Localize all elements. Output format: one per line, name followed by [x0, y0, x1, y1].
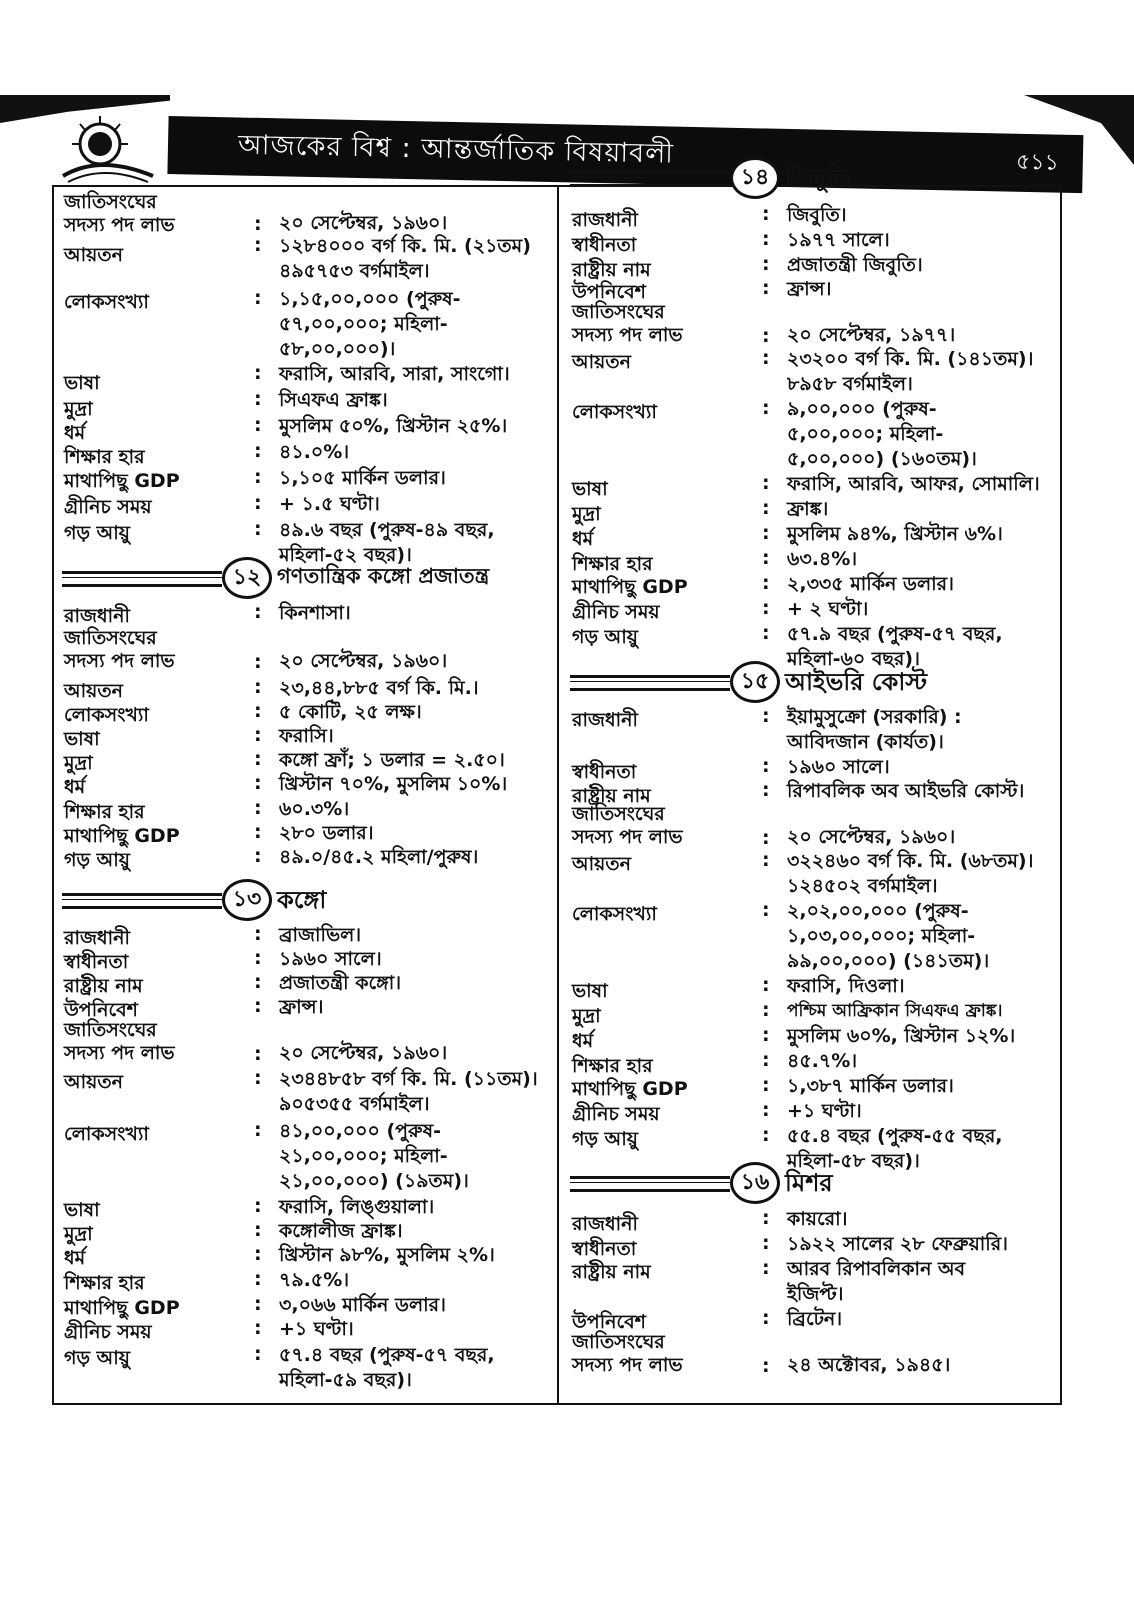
colon: :: [254, 995, 262, 1017]
field-label: মুদ্রা: [64, 398, 93, 420]
field-label: লোকসংখ্যা: [64, 1123, 149, 1145]
field-value: ৪১.০%।: [279, 441, 350, 463]
field-value: +১ ঘণ্টা।: [279, 1318, 354, 1340]
field-label: গ্রীনিচ সময়: [572, 601, 660, 623]
section-title: মিশর: [785, 1169, 833, 1197]
field-value: খ্রিস্টান ৯৮%, মুসলিম ২%।: [279, 1244, 495, 1266]
field-label: গড় আয়ু: [64, 849, 130, 871]
rule-lines: [570, 1176, 730, 1192]
colon: :: [762, 253, 770, 275]
colon: :: [254, 234, 262, 256]
field-value: ফ্রান্স।: [279, 996, 324, 1018]
field-value: ফ্রাঙ্ক।: [787, 498, 829, 520]
colon: :: [762, 705, 770, 727]
field-value: ১,১৫,০০,০০০ (পুরুষ- ৫৭,০০,০০০; মহিলা- ৫৮,০০,০০০)।: [279, 288, 461, 360]
field-value: ৪৯.০/৪৫.২ মহিলা/পুরুষ।: [279, 846, 479, 868]
field-label: জাতিসংঘের সদস্য পদ লাভ: [572, 1331, 683, 1376]
colon: :: [254, 1317, 262, 1339]
content-frame: [52, 164, 1062, 1405]
colon: :: [254, 748, 262, 770]
colon: :: [762, 572, 770, 594]
section-title: আইভরি কোস্ট: [785, 668, 928, 696]
field-label: গড় আয়ু: [572, 1128, 638, 1150]
field-label: জাতিসংঘের সদস্য পদ লাভ: [572, 803, 683, 848]
field-label: উপনিবেশ: [64, 999, 138, 1021]
colon: :: [254, 1268, 262, 1290]
field-label: লোকসংখ্যা: [64, 291, 149, 313]
colon: :: [254, 213, 262, 235]
field-value: ব্রিটেন।: [787, 1308, 843, 1330]
colon: :: [254, 1293, 262, 1315]
field-label: মুদ্রা: [572, 503, 601, 525]
rule-lines: [570, 675, 730, 691]
colon: :: [762, 203, 770, 225]
field-label: জাতিসংঘের সদস্য পদ লাভ: [64, 1019, 175, 1064]
section-header-12: [62, 557, 552, 597]
colon: :: [254, 1219, 262, 1241]
colon: :: [762, 228, 770, 250]
field-label: মুদ্রা: [64, 752, 93, 774]
rule-lines: [62, 893, 222, 909]
section-number: ১৫: [730, 661, 780, 703]
field-value: +১ ঘণ্টা।: [787, 1100, 862, 1122]
colon: :: [762, 397, 770, 419]
section-number: ১২: [222, 557, 272, 599]
field-label: উপনিবেশ: [572, 1311, 646, 1333]
field-value: ১২৮৪০০০ বর্গ কি. মি. (২১তম) ৪৯৫৭৫৩ বর্গমাইল।: [279, 235, 531, 282]
column-divider: [557, 187, 559, 1403]
field-value: ১৯৬০ সালে।: [279, 948, 382, 970]
colon: :: [254, 414, 262, 436]
colon: :: [254, 797, 262, 819]
section-header-13: [62, 879, 552, 919]
field-value: ২০ সেপ্টেম্বর, ১৯৬০।: [279, 212, 448, 234]
colon: :: [762, 827, 770, 849]
field-label: শিক্ষার হার: [572, 1055, 653, 1077]
field-value: ফরাসি।: [279, 725, 334, 747]
field-label: রাষ্ট্রীয় নাম: [572, 259, 651, 281]
emblem-icon: [58, 114, 158, 184]
field-label: স্বাধীনতা: [572, 234, 637, 256]
colon: :: [762, 1307, 770, 1329]
field-value: পশ্চিম আফ্রিকান সিএফএ ফ্রাঙ্ক।: [787, 1001, 1003, 1021]
colon: :: [762, 522, 770, 544]
colon: :: [762, 849, 770, 871]
field-value: মুসলিম ৬০%, খ্রিস্টান ১২%।: [787, 1025, 1016, 1047]
field-value: খ্রিস্টান ৭০%, মুসলিম ১০%।: [279, 773, 508, 795]
field-value: + ২ ঘণ্টা।: [787, 598, 869, 620]
colon: :: [762, 974, 770, 996]
field-label: ধর্ম: [64, 776, 86, 798]
colon: :: [254, 700, 262, 722]
colon: :: [762, 1099, 770, 1121]
field-label: রাজধানী: [64, 927, 130, 949]
field-value: মুসলিম ৫০%, খ্রিস্টান ২৫%।: [279, 415, 508, 437]
colon: :: [254, 287, 262, 309]
rule-lines: [570, 171, 730, 187]
colon: :: [762, 497, 770, 519]
colon: :: [762, 472, 770, 494]
field-value: ৩২২৪৬০ বর্গ কি. মি. (৬৮তম)। ১২৪৫০২ বর্গমাইল।: [787, 850, 1034, 897]
field-value: কঙ্গোলীজ ফ্রাঙ্ক।: [279, 1220, 403, 1242]
field-label: মাথাপিছু GDP: [64, 1297, 180, 1319]
field-label: জাতিসংঘের সদস্য পদ লাভ: [64, 627, 175, 672]
field-value: + ১.৫ ঘণ্টা।: [279, 493, 380, 515]
field-label: ধর্ম: [572, 1030, 594, 1052]
colon: :: [254, 362, 262, 384]
field-label: মাথাপিছু GDP: [64, 825, 180, 847]
field-label: আয়তন: [64, 1071, 123, 1093]
field-label: রাষ্ট্রীয় নাম: [572, 785, 651, 807]
field-value: ৩,০৬৬ মার্কিন ডলার।: [279, 1294, 446, 1316]
colon: :: [254, 466, 262, 488]
section-header-15: [570, 661, 1050, 701]
colon: :: [254, 651, 262, 673]
field-label: রাষ্ট্রীয় নাম: [572, 1261, 651, 1283]
field-label: স্বাধীনতা: [572, 761, 637, 783]
field-label: রাষ্ট্রীয় নাম: [64, 975, 143, 997]
colon: :: [762, 1074, 770, 1096]
field-value: ফরাসি, লিঙ্গুয়ালা।: [279, 1196, 435, 1218]
field-value: ইয়ামুসুক্রো (সরকারি) : আবিদজান (কার্যত)।: [787, 706, 962, 753]
field-label: ভাষা: [64, 728, 100, 750]
section-number: ১৪: [730, 157, 780, 199]
field-label: জাতিসংঘের সদস্য পদ লাভ: [64, 191, 175, 236]
field-value: ১৯৭৭ সালে।: [787, 229, 890, 251]
rule-lines: [62, 571, 222, 587]
field-value: কিনশাসা।: [279, 602, 351, 624]
field-value: ফরাসি, আরবি, সারা, সাংগো।: [279, 363, 510, 385]
field-value: ৬০.৩%।: [279, 798, 350, 820]
field-value: কায়রো।: [787, 1208, 848, 1230]
field-label: ধর্ম: [572, 528, 594, 550]
field-label: জাতিসংঘের সদস্য পদ লাভ: [572, 301, 683, 346]
colon: :: [762, 779, 770, 801]
field-label: লোকসংখ্যা: [572, 401, 657, 423]
field-value: ফ্রান্স।: [787, 278, 832, 300]
field-value: ফরাসি, আরবি, আফর, সোমালি।: [787, 473, 1040, 495]
field-value: ১,১০৫ মার্কিন ডলার।: [279, 467, 446, 489]
field-label: শিক্ষার হার: [572, 553, 653, 575]
field-value: ৫৭.৪ বছর (পুরুষ-৫৭ বছর, মহিলা-৫৯ বছর)।: [279, 1344, 495, 1391]
section-title: কঙ্গো: [277, 886, 327, 914]
field-label: ভাষা: [572, 478, 608, 500]
colon: :: [762, 999, 770, 1021]
colon: :: [762, 1355, 770, 1377]
field-value: ২,৩৩৫ মার্কিন ডলার।: [787, 573, 954, 595]
colon: :: [762, 597, 770, 619]
field-label: গড় আয়ু: [64, 1347, 130, 1369]
field-value: ১৯৬০ সালে।: [787, 756, 890, 778]
field-value: আরব রিপাবলিকান অব ইজিপ্ট।: [787, 1258, 966, 1305]
colon: :: [762, 899, 770, 921]
colon: :: [762, 1232, 770, 1254]
colon: :: [762, 325, 770, 347]
field-label: ধর্ম: [64, 422, 86, 444]
colon: :: [254, 724, 262, 746]
colon: :: [762, 1049, 770, 1071]
section-header-16: [570, 1162, 1050, 1202]
field-value: ব্রাজাভিল।: [279, 924, 362, 946]
field-value: ২৩২০০ বর্গ কি. মি. (১৪১তম)। ৮৯৫৮ বর্গমাইল।: [787, 348, 1034, 395]
field-label: শিক্ষার হার: [64, 446, 145, 468]
field-value: ২০ সেপ্টেম্বর, ১৯৬০।: [787, 826, 956, 848]
field-value: সিএফএ ফ্রাঙ্ক।: [279, 389, 388, 411]
colon: :: [254, 1043, 262, 1065]
field-value: ৪৫.৭%।: [787, 1050, 858, 1072]
field-value: ৪১,০০,০০০ (পুরুষ- ২১,০০,০০০; মহিলা- ২১,০০,০০০) (১৯তম)।: [279, 1120, 469, 1192]
field-value: ১,৩৮৭ মার্কিন ডলার।: [787, 1075, 954, 1097]
field-value: ৭৯.৫%।: [279, 1269, 350, 1291]
field-label: মাথাপিছু GDP: [64, 470, 180, 492]
colon: :: [254, 388, 262, 410]
field-value: প্রজাতন্ত্রী জিবুতি।: [787, 254, 923, 276]
field-value: ৫৭.৯ বছর (পুরুষ-৫৭ বছর, মহিলা-৬০ বছর)।: [787, 623, 1003, 670]
colon: :: [762, 547, 770, 569]
field-label: মুদ্রা: [572, 1005, 601, 1027]
field-label: লোকসংখ্যা: [64, 704, 149, 726]
field-value: ২৩,৪৪,৮৮৫ বর্গ কি. মি.।: [279, 677, 479, 699]
colon: :: [254, 518, 262, 540]
field-label: আয়তন: [64, 244, 123, 266]
field-label: রাজধানী: [572, 209, 638, 231]
field-label: স্বাধীনতা: [64, 951, 129, 973]
colon: :: [254, 772, 262, 794]
colon: :: [762, 1257, 770, 1279]
field-value: জিবুতি।: [787, 204, 847, 226]
field-value: ২৩৪৪৮৫৮ বর্গ কি. মি. (১১তম)। ৯০৫৩৫৫ বর্গমাইল।: [279, 1068, 538, 1115]
colon: :: [762, 622, 770, 644]
colon: :: [254, 1243, 262, 1265]
section-title: জিবুতি: [785, 164, 852, 192]
field-label: ভাষা: [64, 372, 100, 394]
colon: :: [254, 821, 262, 843]
colon: :: [254, 1119, 262, 1141]
field-label: রাজধানী: [572, 709, 638, 731]
field-label: গ্রীনিচ সময়: [64, 1321, 152, 1343]
field-value: মুসলিম ৯৪%, খ্রিস্টান ৬%।: [787, 523, 1003, 545]
page-number: ৫১১: [1015, 149, 1060, 176]
section-number: ১৩: [222, 879, 272, 921]
field-label: গ্রীনিচ সময়: [572, 1103, 660, 1125]
field-value: ১৯২২ সালের ২৮ ফেব্রুয়ারি।: [787, 1233, 1008, 1255]
field-label: গড় আয়ু: [64, 522, 130, 544]
colon: :: [254, 947, 262, 969]
field-value: ২০ সেপ্টেম্বর, ১৯৭৭।: [787, 324, 956, 346]
field-label: মুদ্রা: [64, 1223, 93, 1245]
field-value: ৫৫.৪ বছর (পুরুষ-৫৫ বছর, মহিলা-৫৮ বছর)।: [787, 1125, 1003, 1172]
colon: :: [254, 1343, 262, 1365]
field-value: ৯,০০,০০০ (পুরুষ- ৫,০০,০০০; মহিলা- ৫,০০,০০০) (১৬০তম)।: [787, 398, 977, 470]
field-value: রিপাবলিক অব আইভরি কোস্ট।: [787, 780, 1025, 802]
field-label: ভাষা: [572, 980, 608, 1002]
page-title: আজকের বিশ্ব : আন্তর্জাতিক বিষয়াবলী: [237, 128, 675, 170]
field-value: প্রজাতন্ত্রী কঙ্গো।: [279, 972, 402, 994]
field-value: ২৮০ ডলার।: [279, 822, 374, 844]
colon: :: [762, 277, 770, 299]
colon: :: [762, 1024, 770, 1046]
section-header-14: [570, 157, 1050, 197]
field-label: লোকসংখ্যা: [572, 903, 657, 925]
field-label: ধর্ম: [64, 1247, 86, 1269]
colon: :: [762, 347, 770, 369]
colon: :: [254, 845, 262, 867]
field-label: স্বাধীনতা: [572, 1238, 637, 1260]
colon: :: [254, 923, 262, 945]
field-value: ২০ সেপ্টেম্বর, ১৯৬০।: [279, 1042, 448, 1064]
colon: :: [254, 1067, 262, 1089]
colon: :: [254, 676, 262, 698]
colon: :: [762, 755, 770, 777]
colon: :: [254, 1195, 262, 1217]
colon: :: [254, 601, 262, 623]
field-label: শিক্ষার হার: [64, 1272, 145, 1294]
field-label: গড় আয়ু: [572, 626, 638, 648]
field-value: ২৪ অক্টোবর, ১৯৪৫।: [787, 1354, 951, 1376]
field-label: মাথাপিছু GDP: [572, 1078, 688, 1100]
colon: :: [762, 1207, 770, 1229]
field-label: আয়তন: [64, 680, 123, 702]
field-label: মাথাপিছু GDP: [572, 576, 688, 598]
field-label: রাজধানী: [572, 1213, 638, 1235]
section-number: ১৬: [730, 1162, 780, 1204]
field-value: ২,০২,০০,০০০ (পুরুষ- ১,০৩,০০,০০০; মহিলা- ৯৯,০০,০০০) (১৪১তম)।: [787, 900, 990, 972]
field-label: গ্রীনিচ সময়: [64, 496, 152, 518]
field-label: আয়তন: [572, 853, 631, 875]
field-value: ৫ কোটি, ২৫ লক্ষ।: [279, 701, 422, 723]
field-value: ৪৯.৬ বছর (পুরুষ-৪৯ বছর, মহিলা-৫২ বছর)।: [279, 519, 495, 566]
field-label: শিক্ষার হার: [64, 801, 145, 823]
field-label: রাজধানী: [64, 605, 130, 627]
field-label: উপনিবেশ: [572, 281, 646, 303]
colon: :: [254, 440, 262, 462]
section-title: গণতান্ত্রিক কঙ্গো প্রজাতন্ত্র: [277, 564, 490, 588]
field-label: ভাষা: [64, 1199, 100, 1221]
colon: :: [762, 1124, 770, 1146]
colon: :: [254, 971, 262, 993]
colon: :: [254, 492, 262, 514]
field-value: কঙ্গো ফ্রাঁ; ১ ডলার = ২.৫০।: [279, 749, 505, 771]
field-value: ৬৩.৪%।: [787, 548, 858, 570]
field-value: ২০ সেপ্টেম্বর, ১৯৬০।: [279, 650, 448, 672]
field-value: ফরাসি, দিওলা।: [787, 975, 905, 997]
field-label: আয়তন: [572, 351, 631, 373]
